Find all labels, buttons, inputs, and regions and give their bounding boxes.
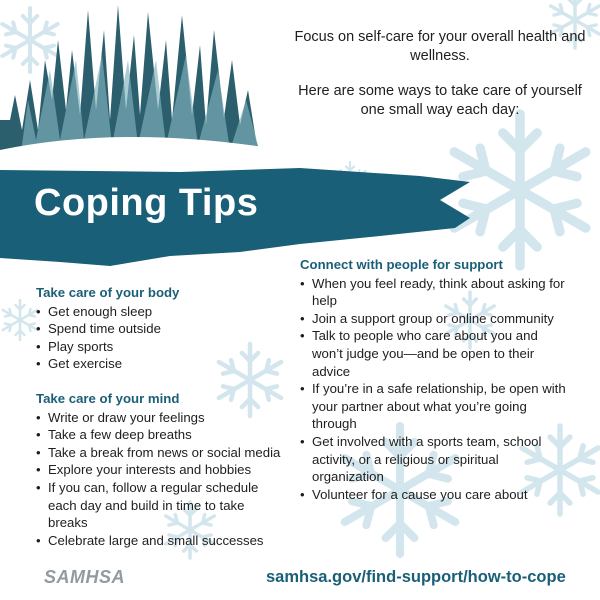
mind-tips-list bbox=[36, 409, 286, 550]
list-item: • Take a break from news or social media bbox=[36, 444, 286, 462]
samhsa-logo: SAMHSA bbox=[44, 567, 126, 587]
list-item: • Get involved with a sports team, school activity, or a religious or spiritual organization bbox=[300, 433, 566, 486]
list-item: • Play sports bbox=[36, 338, 286, 356]
section-title-body: Take care of your body bbox=[36, 285, 180, 300]
page-title: Coping Tips bbox=[34, 182, 259, 224]
section-title-mind: Take care of your mind bbox=[36, 390, 180, 406]
section-title-connect: Connect with people for support bbox=[300, 257, 503, 272]
list-item: • Explore your interests and hobbies bbox=[36, 461, 286, 479]
footer-link[interactable]: samhsa.gov/find-support/how-to-cope bbox=[266, 568, 566, 586]
connect-tips-list bbox=[300, 275, 566, 504]
winter-trees-illustration bbox=[0, 5, 270, 175]
intro-line-2: Here are some ways to take care of yourself one small way each day: bbox=[298, 83, 582, 118]
left-column bbox=[36, 284, 286, 549]
list-item: • Get enough sleep bbox=[36, 303, 286, 321]
list-item: • Talk to people who care about you and won’t judge you—and be open to their advice bbox=[300, 327, 566, 380]
list-item: • When you feel ready, think about asking for help bbox=[300, 275, 566, 310]
list-item: • Write or draw your feelings bbox=[36, 409, 286, 427]
right-column bbox=[300, 256, 566, 503]
intro-text bbox=[290, 28, 590, 136]
list-item: • Join a support group or online community bbox=[300, 310, 566, 328]
list-item: • Spend time outside bbox=[36, 320, 286, 338]
list-item: • Celebrate large and small successes bbox=[36, 532, 286, 550]
list-item: • If you can, follow a regular schedule each day and build in time to take breaks bbox=[36, 479, 286, 532]
list-item: • If you’re in a safe relationship, be open with your partner about what you’re going through bbox=[300, 380, 566, 433]
list-item: • Volunteer for a cause you care about bbox=[300, 486, 566, 504]
list-item: • Take a few deep breaths bbox=[36, 426, 286, 444]
list-item: • Get exercise bbox=[36, 355, 286, 373]
body-tips-list bbox=[36, 303, 286, 373]
intro-line-1: Focus on self-care for your overall health and wellness. bbox=[294, 29, 586, 64]
